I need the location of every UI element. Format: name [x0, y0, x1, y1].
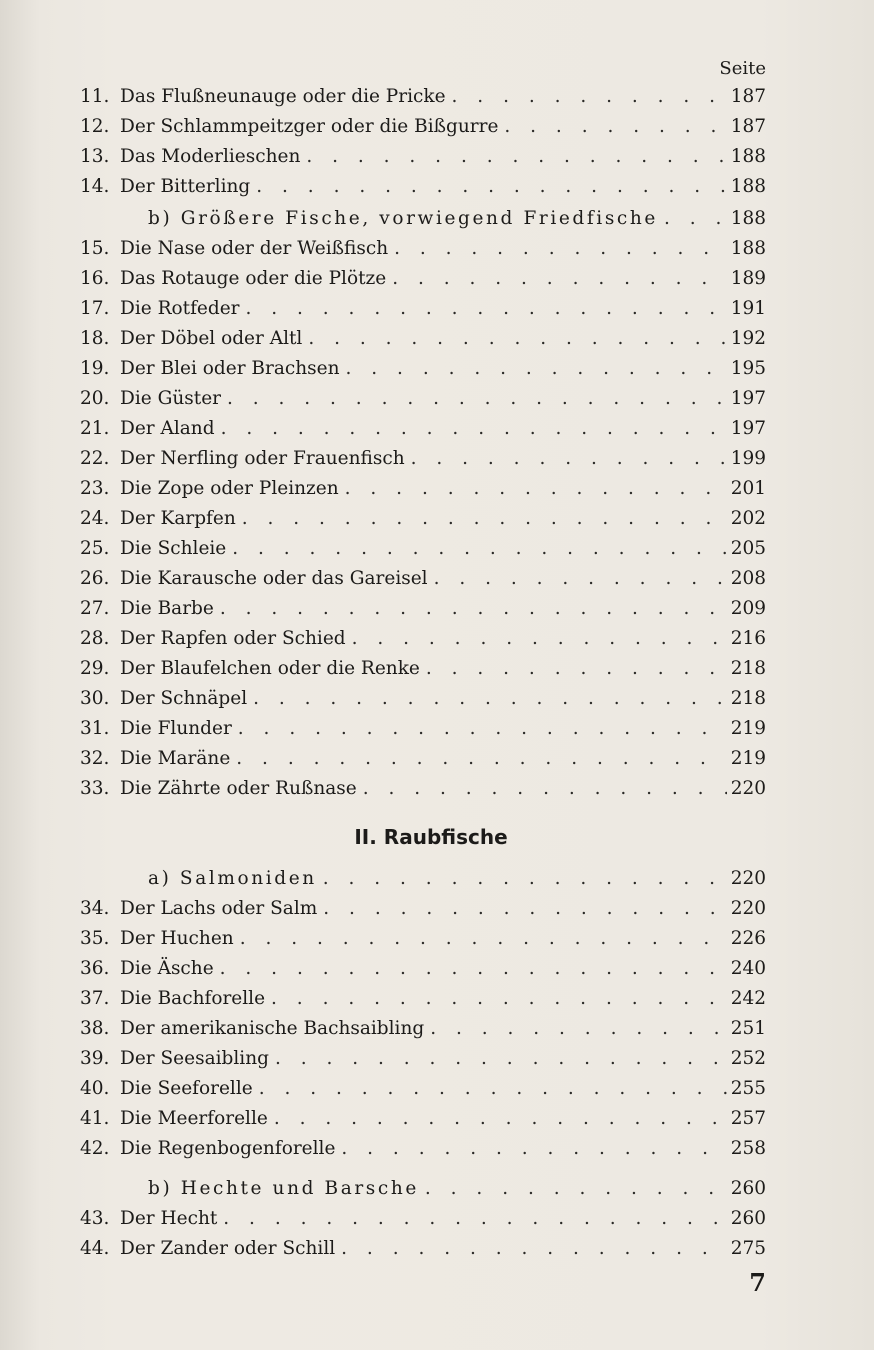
leader-dots [346, 624, 727, 654]
entry-page: 197 [730, 388, 766, 409]
entry-number: 39. [80, 1048, 110, 1069]
entry-title: Das Flußneunauge oder die Pricke [120, 86, 446, 107]
toc-entry [80, 172, 766, 202]
entry-title: Die Bachforelle [120, 988, 266, 1009]
toc-entry [80, 684, 766, 714]
section-page: 220 [730, 868, 766, 889]
entry-number: 41. [80, 1108, 110, 1129]
entry-page: 209 [730, 598, 766, 619]
leader-dots [335, 1234, 727, 1264]
toc-entry [80, 984, 766, 1014]
entry-number: 20. [80, 388, 110, 409]
entry-number: 21. [80, 418, 110, 439]
entry-page: 257 [730, 1108, 766, 1129]
leader-dots [232, 714, 727, 744]
entry-page: 219 [730, 718, 766, 739]
leader-dots [214, 594, 727, 624]
section-heading-hechte-barsche [80, 1172, 766, 1204]
toc-entry [80, 474, 766, 504]
entry-title: Der Rapfen oder Schied [120, 628, 346, 649]
leader-dots [405, 444, 727, 474]
entry-page: 255 [730, 1078, 766, 1099]
leader-dots [658, 202, 727, 236]
entry-page: 219 [730, 748, 766, 769]
leader-dots [357, 774, 727, 804]
section-heading-salmoniden [80, 862, 766, 894]
toc-entry [80, 714, 766, 744]
entry-title: Die Rotfeder [120, 298, 240, 319]
toc-entry [80, 324, 766, 354]
entry-page: 240 [730, 958, 766, 979]
leader-dots [420, 654, 727, 684]
spacer [80, 1164, 766, 1172]
toc-entry [80, 1074, 766, 1104]
entry-page: 252 [730, 1048, 766, 1069]
entry-title: Der Nerfling oder Frauenfisch [120, 448, 405, 469]
toc-group-friedfische [80, 234, 766, 804]
toc-entry [80, 744, 766, 774]
page-column-header: Seite [719, 58, 766, 79]
entry-title: Die Maräne [120, 748, 231, 769]
entry-title: Der Lachs oder Salm [120, 898, 318, 919]
entry-page: 189 [730, 268, 766, 289]
leader-dots [247, 684, 727, 714]
entry-title: Die Güster [120, 388, 221, 409]
entry-number: 17. [80, 298, 110, 319]
entry-number: 24. [80, 508, 110, 529]
entry-number: 25. [80, 538, 110, 559]
leader-dots [317, 894, 726, 924]
entry-page: 187 [730, 116, 766, 137]
leader-dots [428, 564, 727, 594]
leader-dots [424, 1014, 726, 1044]
entry-number: 11. [80, 86, 110, 107]
entry-number: 33. [80, 778, 110, 799]
entry-number: 16. [80, 268, 110, 289]
leader-dots [230, 744, 726, 774]
entry-number: 26. [80, 568, 110, 589]
section-page: 260 [730, 1178, 766, 1199]
entry-page: 188 [730, 176, 766, 197]
entry-number: 36. [80, 958, 110, 979]
toc-entry [80, 1014, 766, 1044]
leader-dots [221, 384, 727, 414]
entry-number: 14. [80, 176, 110, 197]
leader-dots [240, 294, 727, 324]
toc-entry [80, 894, 766, 924]
entry-number: 18. [80, 328, 110, 349]
entry-number: 19. [80, 358, 110, 379]
toc-entry [80, 1104, 766, 1134]
toc-entry [80, 954, 766, 984]
entry-number: 40. [80, 1078, 110, 1099]
leader-dots [226, 534, 726, 564]
section-heading-larger-fish [80, 202, 766, 234]
entry-title: Der Aland [120, 418, 215, 439]
entry-number: 42. [80, 1138, 110, 1159]
entry-number: 28. [80, 628, 110, 649]
entry-title: Die Barbe [120, 598, 214, 619]
section-title: a) Salmoniden [148, 868, 317, 889]
entry-number: 29. [80, 658, 110, 679]
entry-number: 35. [80, 928, 110, 949]
toc-entry [80, 294, 766, 324]
leader-dots [340, 354, 727, 384]
entry-page: 187 [730, 86, 766, 107]
entry-number: 44. [80, 1238, 110, 1259]
toc-entry [80, 1044, 766, 1074]
leader-dots [335, 1134, 726, 1164]
toc-entry [80, 924, 766, 954]
entry-number: 30. [80, 688, 110, 709]
entry-title: Der Blei oder Brachsen [120, 358, 340, 379]
page-number: 7 [749, 1268, 766, 1297]
entry-title: Der Blaufelchen oder die Renke [120, 658, 420, 679]
section-page: 188 [730, 208, 766, 229]
toc-group-hechte [80, 1204, 766, 1264]
entry-title: Der Seesaibling [120, 1048, 269, 1069]
entry-title: Der Huchen [120, 928, 234, 949]
entry-page: 260 [730, 1208, 766, 1229]
toc-entry [80, 1134, 766, 1164]
leader-dots [339, 474, 727, 504]
toc-entry [80, 444, 766, 474]
toc-entry [80, 112, 766, 142]
entry-page: 191 [730, 298, 766, 319]
entry-title: Der Schlammpeitzger oder die Bißgurre [120, 116, 499, 137]
entry-number: 12. [80, 116, 110, 137]
leader-dots [269, 1044, 727, 1074]
entry-title: Der Hecht [120, 1208, 218, 1229]
leader-dots [498, 112, 726, 142]
leader-dots [250, 172, 726, 202]
toc-entry [80, 1234, 766, 1264]
leader-dots [234, 924, 727, 954]
section-title: b) Hechte und Barsche [148, 1178, 419, 1199]
entry-title: Das Rotauge oder die Plötze [120, 268, 387, 289]
entry-page: 218 [730, 658, 766, 679]
entry-number: 15. [80, 238, 110, 259]
entry-title: Der Zander oder Schill [120, 1238, 336, 1259]
entry-title: Der Döbel oder Altl [120, 328, 303, 349]
entry-number: 32. [80, 748, 110, 769]
entry-title: Die Schleie [120, 538, 227, 559]
entry-number: 13. [80, 146, 110, 167]
leader-dots [236, 504, 727, 534]
entry-page: 220 [730, 778, 766, 799]
entry-title: Das Moderlieschen [120, 146, 301, 167]
entry-page: 208 [730, 568, 766, 589]
leader-dots [300, 142, 726, 172]
toc-entry [80, 234, 766, 264]
leader-dots [386, 264, 726, 294]
toc-entry [80, 654, 766, 684]
leader-dots [317, 862, 727, 896]
entry-page: 275 [730, 1238, 766, 1259]
toc-group-salmoniden [80, 894, 766, 1164]
entry-page: 218 [730, 688, 766, 709]
toc-entry [80, 624, 766, 654]
entry-title: Die Nase oder der Weißfisch [120, 238, 389, 259]
leader-dots [253, 1074, 727, 1104]
entry-number: 23. [80, 478, 110, 499]
entry-page: 199 [730, 448, 766, 469]
toc-entry [80, 142, 766, 172]
entry-page: 220 [730, 898, 766, 919]
entry-title: Die Regenbogenforelle [120, 1138, 336, 1159]
leader-dots [214, 954, 727, 984]
entry-page: 226 [730, 928, 766, 949]
entry-page: 197 [730, 418, 766, 439]
leader-dots [215, 414, 727, 444]
toc-entry [80, 1204, 766, 1234]
entry-title: Die Karausche oder das Gareisel [120, 568, 428, 589]
entry-title: Die Seeforelle [120, 1078, 253, 1099]
entry-title: Der Schnäpel [120, 688, 248, 709]
toc-entry [80, 504, 766, 534]
entry-number: 38. [80, 1018, 110, 1039]
entry-title: Die Meerforelle [120, 1108, 268, 1129]
leader-dots [446, 82, 727, 112]
entry-page: 188 [730, 238, 766, 259]
toc-entry [80, 564, 766, 594]
entry-page: 201 [730, 478, 766, 499]
entry-number: 34. [80, 898, 110, 919]
entry-page: 216 [730, 628, 766, 649]
entry-number: 27. [80, 598, 110, 619]
chapter-heading: II. Raubfische [354, 825, 508, 849]
leader-dots [419, 1172, 727, 1206]
toc-entry [80, 774, 766, 804]
table-of-contents [80, 82, 766, 1264]
leader-dots [217, 1204, 726, 1234]
toc-entry [80, 534, 766, 564]
entry-page: 251 [730, 1018, 766, 1039]
section-title: b) Größere Fische, vorwiegend Friedfische [148, 208, 658, 229]
leader-dots [268, 1104, 727, 1134]
entry-page: 242 [730, 988, 766, 1009]
entry-number: 31. [80, 718, 110, 739]
entry-title: Der Bitterling [120, 176, 251, 197]
leader-dots [265, 984, 727, 1014]
toc-group-small-fish [80, 82, 766, 202]
entry-title: Die Zährte oder Rußnase [120, 778, 357, 799]
entry-page: 192 [730, 328, 766, 349]
entry-page: 188 [730, 146, 766, 167]
entry-title: Der amerikanische Bachsaibling [120, 1018, 425, 1039]
toc-entry [80, 414, 766, 444]
entry-number: 43. [80, 1208, 110, 1229]
entry-page: 202 [730, 508, 766, 529]
entry-page: 195 [730, 358, 766, 379]
toc-entry [80, 82, 766, 112]
toc-entry [80, 354, 766, 384]
leader-dots [302, 324, 726, 354]
entry-title: Die Äsche [120, 958, 214, 979]
leader-dots [388, 234, 727, 264]
toc-entry [80, 594, 766, 624]
entry-number: 37. [80, 988, 110, 1009]
toc-entry [80, 264, 766, 294]
entry-title: Die Zope oder Pleinzen [120, 478, 339, 499]
toc-entry [80, 384, 766, 414]
entry-title: Die Flunder [120, 718, 232, 739]
entry-page: 258 [730, 1138, 766, 1159]
entry-page: 205 [730, 538, 766, 559]
entry-number: 22. [80, 448, 110, 469]
entry-title: Der Karpfen [120, 508, 236, 529]
